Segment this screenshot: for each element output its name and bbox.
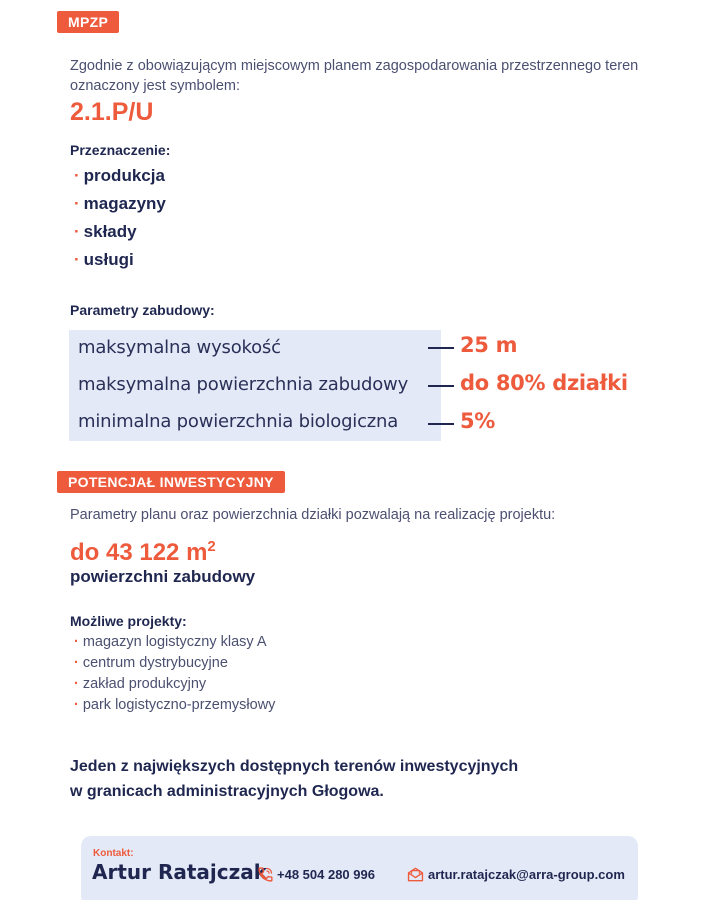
param-name-max-coverage: maksymalna powierzchnia zabudowy (78, 374, 409, 395)
purpose-list (74, 164, 166, 276)
param-value-min-biological: 5% (460, 409, 496, 433)
bullet-icon: · (74, 194, 80, 213)
mail-icon (406, 866, 425, 883)
purpose-item: · usługi (74, 250, 134, 269)
bullet-icon: · (74, 222, 80, 241)
bullet-icon: · (74, 655, 79, 671)
project-item: · magazyn logistyczny klasy A (74, 634, 267, 650)
contact-phone-link[interactable]: +48 504 280 996 (257, 866, 375, 883)
potential-tag: POTENCJAŁ INWESTYCYJNY (57, 471, 285, 493)
zoning-symbol: 2.1.P/U (70, 98, 154, 126)
project-item: · zakład produkcyjny (74, 676, 207, 692)
params-label: Parametry zabudowy: (70, 302, 215, 318)
param-value-max-coverage: do 80% działki (460, 371, 628, 395)
param-connector (428, 423, 454, 425)
purpose-label: Przeznaczenie: (70, 142, 171, 158)
param-name-min-biological: minimalna powierzchnia biologiczna (78, 411, 399, 432)
potential-text: Parametry planu oraz powierzchnia działki pozwalają na realizację projektu: (70, 507, 556, 523)
param-value-max-height: 25 m (460, 333, 518, 357)
purpose-item: · produkcja (74, 166, 165, 185)
project-item: · centrum dystrybucyjne (74, 655, 228, 671)
purpose-item: · magazyny (74, 194, 166, 213)
projects-label: Możliwe projekty: (70, 613, 187, 629)
purpose-item: · składy (74, 222, 137, 241)
bullet-icon: · (74, 634, 79, 650)
contact-card (81, 836, 638, 900)
contact-email-link[interactable]: artur.ratajczak@arra-group.com (406, 866, 625, 883)
project-item: · park logistyczno-przemysłowy (74, 697, 276, 713)
param-connector (428, 385, 454, 387)
param-connector (428, 347, 454, 349)
contact-name: Artur Ratajczak (92, 860, 268, 884)
projects-list (74, 632, 275, 716)
bullet-icon: · (74, 697, 79, 713)
mpzp-tag: MPZP (57, 11, 119, 33)
closing-statement: Jeden z największych dostępnych terenów inwestycyjnych w granicach administracyjnych Głogowa. (70, 758, 519, 800)
mpzp-intro-text: Zgodnie z obowiązującym miejscowym planem zagospodarowania przestrzennego teren oznaczony jest symbolem: (70, 58, 639, 94)
contact-label: Kontakt: (93, 848, 134, 859)
bullet-icon: · (74, 250, 80, 269)
bullet-icon: · (74, 676, 79, 692)
buildable-area-caption: powierzchni zabudowy (70, 567, 256, 586)
buildable-area-value: do 43 122 $m^2$ (70, 538, 216, 566)
phone-icon (257, 866, 274, 883)
param-name-max-height: maksymalna wysokość (78, 337, 281, 358)
bullet-icon: · (74, 166, 80, 185)
